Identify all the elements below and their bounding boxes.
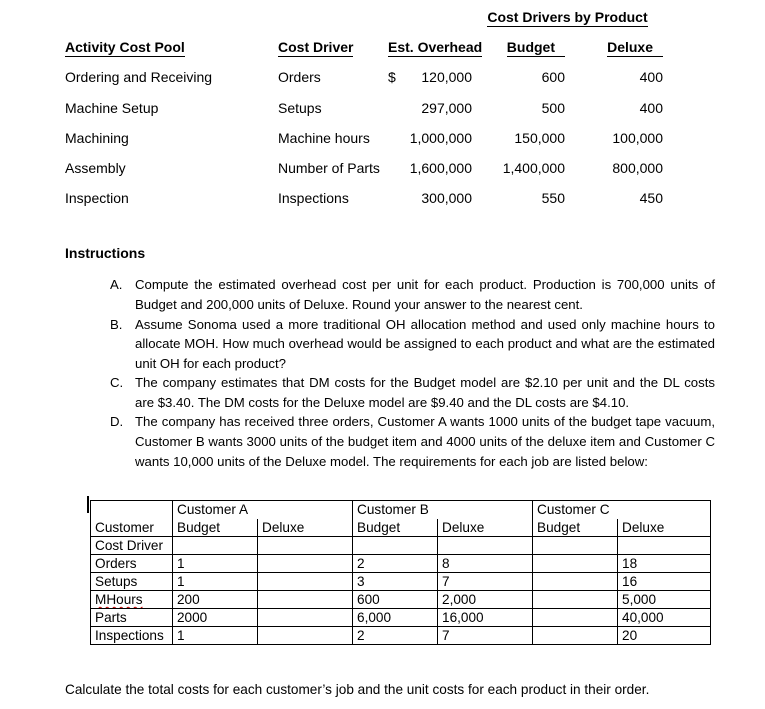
table-cell: 7 (438, 627, 533, 645)
table-cell (533, 537, 618, 555)
est-overhead-cell (388, 153, 472, 183)
est-overhead-cell (388, 93, 472, 123)
activity-pool-cell: Assembly (65, 159, 126, 176)
row-label-cell: Inspections (91, 627, 173, 645)
table-cell: 600 (353, 591, 438, 609)
instruction-item-d (65, 412, 715, 471)
activity-pool-cell: Machining (65, 129, 129, 146)
table-cell (258, 537, 353, 555)
table-row (91, 537, 711, 555)
table-cell (91, 501, 173, 519)
customer-a-header: Customer A (173, 501, 353, 519)
table-cell: 3 (353, 573, 438, 591)
customer-b-header: Customer B (353, 501, 533, 519)
cost-driver-cell: Setups (278, 99, 322, 116)
overhead-value: 1,600,000 (409, 159, 472, 176)
table-row (91, 555, 711, 573)
table-cell (618, 537, 711, 555)
table-cell: 2000 (173, 609, 258, 627)
overhead-value: 300,000 (421, 190, 472, 207)
table-cell: 1 (173, 573, 258, 591)
est-overhead-cell (388, 62, 472, 92)
table-cell (438, 537, 533, 555)
instructions-list (65, 275, 715, 471)
col-header-budget: Budget (353, 519, 438, 537)
row-label-cell: Parts (91, 609, 173, 627)
item-letter: C. (110, 375, 124, 391)
activity-pool-cell: Machine Setup (65, 99, 159, 116)
table-row (91, 591, 711, 609)
deluxe-qty-cell: 450 (639, 190, 663, 207)
col-header-budget: Budget (533, 519, 618, 537)
deluxe-qty-cell: 400 (639, 99, 663, 116)
header-activity-cost-pool: Activity Cost Pool (65, 39, 185, 56)
col-header-deluxe: Deluxe (618, 519, 711, 537)
table-cell: 2 (353, 555, 438, 573)
instruction-item-b (65, 315, 715, 374)
table-row (91, 627, 711, 645)
overhead-value: 297,000 (421, 99, 472, 116)
budget-qty-cell: 600 (541, 69, 565, 86)
misspelled-word: MHours (95, 592, 143, 607)
customer-requirements-table (90, 500, 711, 645)
closing-instruction: Calculate the total costs for each customer’s job and the unit costs for each product in their order. (65, 682, 650, 697)
cost-driver-cell: Machine hours (278, 129, 370, 146)
deluxe-qty-cell: 400 (639, 69, 663, 86)
activity-pool-cell: Ordering and Receiving (65, 69, 213, 86)
table-cell (533, 627, 618, 645)
table-row (91, 609, 711, 627)
col-header-deluxe: Deluxe (438, 519, 533, 537)
table-cell (533, 609, 618, 627)
table-cell: 1 (173, 627, 258, 645)
row-label-cell: Orders (91, 555, 173, 573)
budget-qty-cell: 550 (541, 190, 565, 207)
row-label-cell: Cost Driver (91, 537, 173, 555)
table-cell: 6,000 (353, 609, 438, 627)
text-cursor (87, 496, 89, 513)
table-cell (258, 609, 353, 627)
item-letter: B. (110, 316, 123, 332)
table-cell (173, 537, 258, 555)
table-cell: 2,000 (438, 591, 533, 609)
item-text: Assume Sonoma used a more traditional OH allocation method and used only machine hours to allocate MOH. How much overhead would be assigned to each product and what are the estimated unit OH for each product? (135, 316, 715, 371)
est-overhead-cell (388, 123, 472, 153)
caption-text: Cost Drivers by Product (487, 9, 648, 25)
item-letter: A. (110, 277, 123, 293)
table-cell: 5,000 (618, 591, 711, 609)
table-cell: 1 (173, 555, 258, 573)
item-text: The company has received three orders, Customer A wants 1000 units of the budget tape vacuum, Customer B wants 3000 units of the budget item and 4000 units of the deluxe item and Customer C wants 10,000 units of the Deluxe model. The requirements for each job are listed below: (135, 414, 715, 469)
table-cell (258, 555, 353, 573)
table-cell: 8 (438, 555, 533, 573)
instructions-heading: Instructions (65, 245, 146, 262)
est-overhead-cell (388, 183, 472, 213)
deluxe-qty-cell: 800,000 (612, 159, 663, 176)
row-label-cell (91, 591, 173, 609)
cost-pool-table (65, 2, 715, 213)
table-cell: 40,000 (618, 609, 711, 627)
col-header-budget: Budget (173, 519, 258, 537)
activity-pool-cell: Inspection (65, 190, 129, 207)
cost-driver-cell: Orders (278, 69, 321, 86)
budget-qty-cell: 150,000 (514, 129, 565, 146)
table-cell (353, 537, 438, 555)
header-budget: Budget (472, 32, 565, 62)
table-cell (533, 591, 618, 609)
cost-driver-cell: Number of Parts (278, 159, 380, 176)
item-text: Compute the estimated overhead cost per unit for each product. Production is 700,000 units of Budget and 200,000 units of Deluxe. Round your answer to the nearest cent. (135, 277, 715, 312)
instruction-item-a (65, 275, 715, 314)
budget-qty-cell: 1,400,000 (502, 159, 565, 176)
overhead-value: 1,000,000 (409, 129, 472, 146)
item-letter: D. (110, 414, 124, 430)
table-row (91, 573, 711, 591)
col-header-customer: Customer (91, 519, 173, 537)
cost-drivers-by-product-header (472, 2, 663, 32)
header-est-overhead: Est. Overhead (388, 39, 483, 56)
table-cell: 16 (618, 573, 711, 591)
table-cell: 2 (353, 627, 438, 645)
table-cell: 7 (438, 573, 533, 591)
budget-qty-cell: 500 (541, 99, 565, 116)
instruction-item-c (65, 373, 715, 412)
customer-c-header: Customer C (533, 501, 711, 519)
table-cell (258, 573, 353, 591)
table-cell (258, 627, 353, 645)
col-header-deluxe: Deluxe (258, 519, 353, 537)
table-cell: 200 (173, 591, 258, 609)
item-text: The company estimates that DM costs for the Budget model are $2.10 per unit and the DL costs are $3.40. The DM costs for the Deluxe model are $9.40 and the DL costs are $4.10. (135, 375, 715, 410)
overhead-value: 120,000 (421, 69, 472, 86)
currency-symbol: $ (388, 69, 396, 86)
table-cell (533, 573, 618, 591)
header-deluxe: Deluxe (565, 32, 663, 62)
table-cell: 20 (618, 627, 711, 645)
row-label-cell: Setups (91, 573, 173, 591)
table-cell (258, 591, 353, 609)
table-cell (533, 555, 618, 573)
table-cell: 18 (618, 555, 711, 573)
cost-driver-cell: Inspections (278, 190, 349, 207)
header-cost-driver: Cost Driver (278, 39, 354, 56)
table-cell: 16,000 (438, 609, 533, 627)
deluxe-qty-cell: 100,000 (612, 129, 663, 146)
